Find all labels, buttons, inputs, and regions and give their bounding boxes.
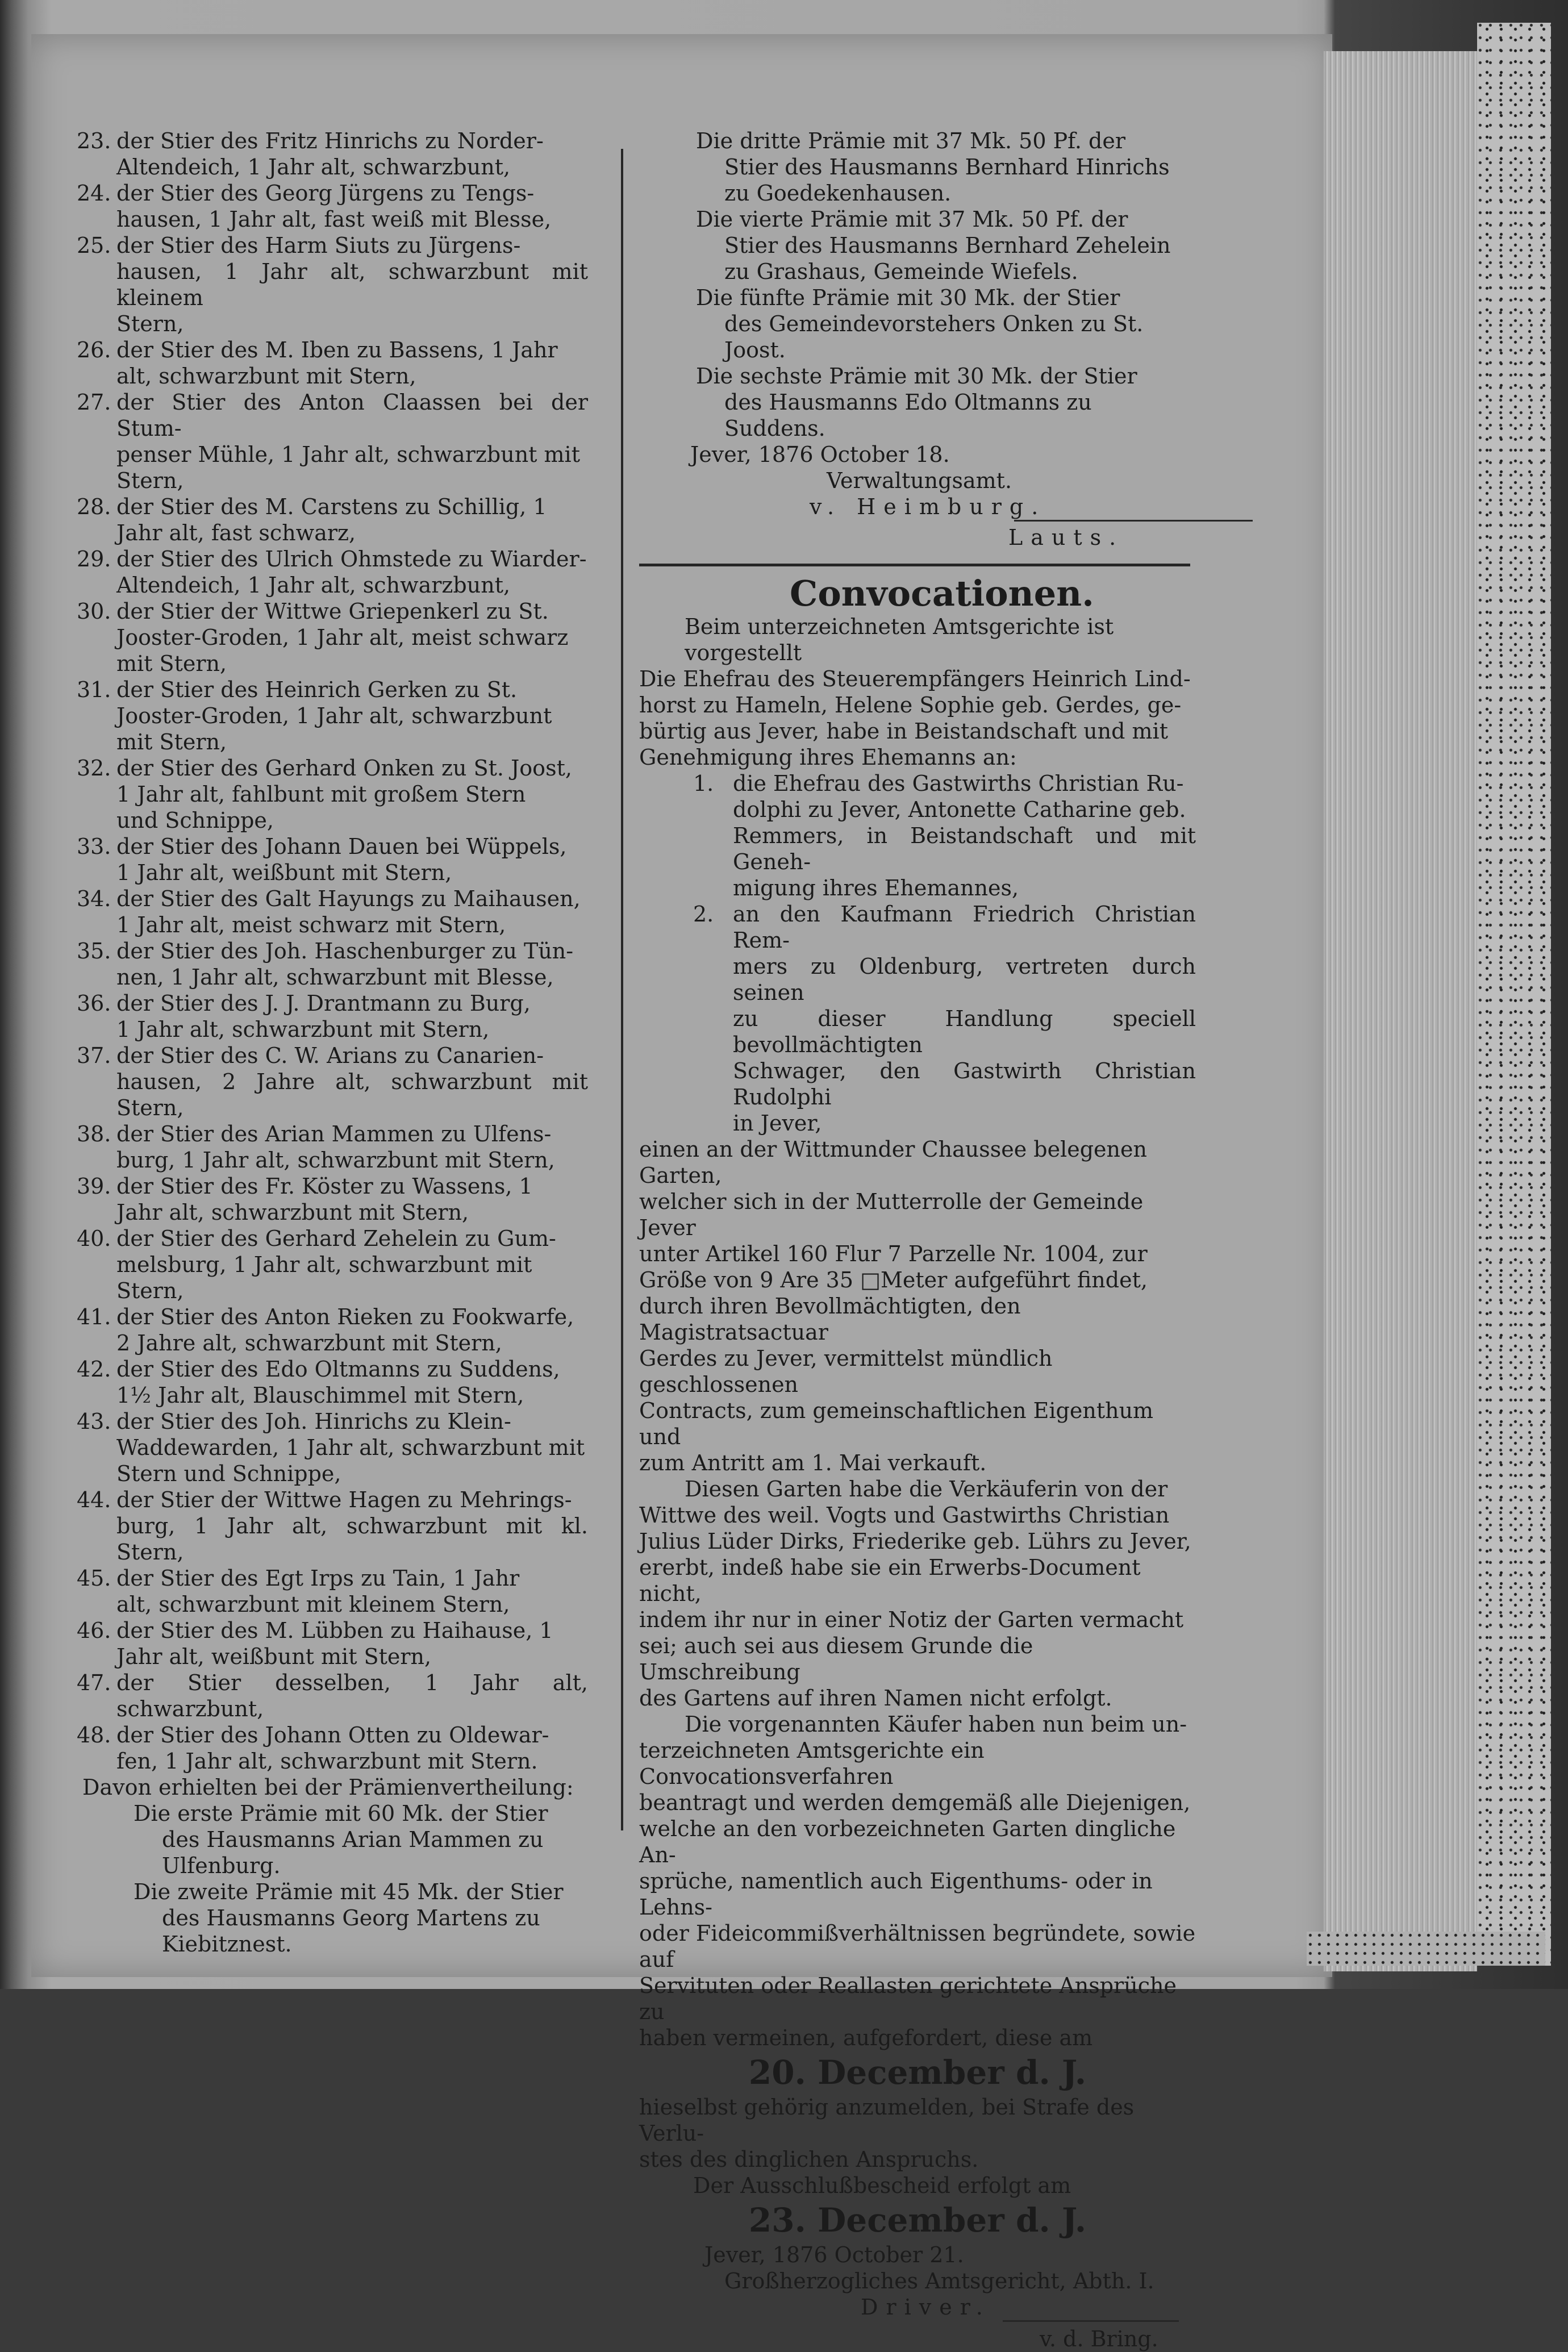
text-line: burg, 1 Jahr alt, schwarzbunt mit kl. Stern,: [116, 1513, 588, 1565]
item-number: 30.: [77, 599, 111, 624]
list-item: [77, 232, 588, 337]
list-item: [77, 546, 588, 598]
text-line: Jahr alt, weißbunt mit Stern,: [116, 1644, 432, 1669]
section-heading: Convocationen.: [790, 573, 1094, 614]
item-number: 29.: [77, 547, 111, 572]
text-line: der Stier des J. J. Drantmann zu Burg,: [116, 991, 531, 1016]
item-text: [116, 1121, 588, 1173]
item-text: [116, 494, 588, 546]
list-item: [77, 1487, 588, 1565]
list-item: [77, 1356, 588, 1408]
list-item: [77, 1670, 588, 1722]
list-item: [77, 990, 588, 1042]
date-line-1: Jever, 1876 October 18.: [690, 442, 950, 467]
list-item: [77, 1722, 588, 1774]
item-number: 37.: [77, 1043, 111, 1068]
convocation-intro: [639, 614, 1196, 770]
text-line: der Stier des Johann Otten zu Oldewar-: [116, 1723, 549, 1748]
item-text: [116, 938, 588, 990]
text-line: der Stier des M. Carstens zu Schillig, 1: [116, 494, 547, 519]
text-line: terzeichneten Amtsgerichte ein Convocationsverfahren: [639, 1738, 985, 1789]
text-line: unter Artikel 160 Flur 7 Parzelle Nr. 1004, zur: [639, 1241, 1148, 1266]
item-text: [116, 833, 588, 886]
item-text: [116, 1617, 588, 1670]
list-item: [77, 389, 588, 494]
signature-2b: v. d. Bring.: [1040, 2326, 1158, 2351]
text-line: melsburg, 1 Jahr alt, schwarzbunt mit: [116, 1252, 532, 1277]
item-number: 2.: [693, 902, 714, 927]
davon-line: Davon erhielten bei der Prämienvertheilung:: [82, 1775, 574, 1800]
signature-2: Driver.: [861, 2295, 991, 2320]
text-line: Schwager, den Gastwirth Christian Rudolphi: [733, 1058, 1196, 1110]
convocation-paragraph-2: [639, 1476, 1196, 1711]
text-line: Julius Lüder Dirks, Friederike geb. Lührs zu Jever,: [639, 1529, 1191, 1554]
section-divider: [639, 564, 1190, 566]
text-line: Waddewarden, 1 Jahr alt, schwarzbunt mit: [116, 1435, 585, 1460]
text-line: zum Antritt am 1. Mai verkauft.: [639, 1450, 987, 1475]
text-line: der Stier der Wittwe Hagen zu Mehrings-: [116, 1487, 572, 1512]
text-line: an den Kaufmann Friedrich Christian Rem-: [733, 902, 1196, 953]
item-number: 24.: [77, 181, 111, 206]
text-line: die Ehefrau des Gastwirths Christian Ru-: [733, 771, 1184, 796]
text-line: der Stier des Gerhard Zehelein zu Gum-: [116, 1226, 556, 1251]
text-line: bürtig aus Jever, habe in Beistandschaft und mit: [639, 719, 1168, 744]
text-line: der Stier des Joh. Hinrichs zu Klein-: [116, 1409, 511, 1434]
signature-1b: Lauts.: [1008, 525, 1124, 550]
text-line: der Stier der Wittwe Griepenkerl zu St.: [116, 599, 549, 624]
text-line: Ulfenburg.: [162, 1853, 281, 1878]
signature-1: v. Heimburg.: [810, 494, 1046, 519]
list-item: [77, 494, 588, 546]
text-line: der Stier des C. W. Arians zu Canarien-: [116, 1043, 544, 1068]
prize-award: [77, 1800, 588, 1879]
text-line: Servituten oder Reallasten gerichtete Ansprüche zu: [639, 1973, 1177, 2024]
text-line: mers zu Oldenburg, vertreten durch seinen: [733, 954, 1196, 1005]
list-item: [77, 598, 588, 677]
office-1: Verwaltungsamt.: [827, 468, 1012, 493]
text-line: der Stier desselben, 1 Jahr alt, schwarzbunt,: [116, 1670, 588, 1721]
item-number: 43.: [77, 1409, 111, 1434]
prize-award: [639, 128, 1196, 206]
text-line: der Stier des Galt Hayungs zu Maihausen,: [116, 886, 581, 911]
text-line: Die fünfte Prämie mit 30 Mk. der Stier: [696, 285, 1120, 310]
text-line: dolphi zu Jever, Antonette Catharine geb.: [733, 797, 1186, 822]
convocation-parties: [639, 770, 1196, 1136]
text-line: Diesen Garten habe die Verkäuferin von der: [685, 1477, 1168, 1502]
text-line: durch ihren Bevollmächtigten, den Magistratsactuar: [639, 1294, 1021, 1345]
text-line: des Gartens auf ihren Namen nicht erfolgt.: [639, 1686, 1112, 1711]
text-line: 1 Jahr alt, schwarzbunt mit Stern,: [116, 1017, 490, 1042]
list-item: [77, 1565, 588, 1617]
item-text: [116, 1173, 588, 1225]
item-text: [116, 389, 588, 494]
text-line: der Stier des Edo Oltmanns zu Suddens,: [116, 1357, 560, 1382]
text-line: und Schnippe,: [116, 808, 274, 833]
list-item: [77, 128, 588, 180]
deadline-date-2: 23. December d. J.: [748, 2201, 1087, 2240]
text-line: Jahr alt, schwarzbunt mit Stern,: [116, 1200, 469, 1225]
item-text: [116, 1670, 588, 1722]
text-line: der Stier des Egt Irps zu Tain, 1 Jahr: [116, 1566, 520, 1591]
text-line: Die sechste Prämie mit 30 Mk. der Stier: [696, 364, 1137, 389]
list-item: [77, 755, 588, 833]
item-number: 32.: [77, 756, 111, 781]
text-line: haben vermeinen, aufgefordert, diese am: [639, 2025, 1093, 2050]
deadline-date-1: 20. December d. J.: [748, 2053, 1087, 2092]
text-line: Altendeich, 1 Jahr alt, schwarzbunt,: [116, 155, 511, 180]
text-line: des Hausmanns Arian Mammen zu: [162, 1827, 544, 1852]
left-column: [77, 128, 588, 1957]
text-line: der Stier des Johann Dauen bei Wüppels,: [116, 834, 567, 859]
item-text: [116, 1356, 588, 1408]
text-line: des Gemeindevorstehers Onken zu St.: [724, 311, 1144, 336]
page-edges: [1324, 51, 1477, 1971]
text-line: Kiebitznest.: [162, 1932, 292, 1957]
item-number: 40.: [77, 1226, 111, 1251]
item-text: [116, 677, 588, 755]
list-item: [77, 1173, 588, 1225]
text-line: Stier des Hausmanns Bernhard Hinrichs: [724, 155, 1170, 180]
text-line: der Stier des Heinrich Gerken zu St.: [116, 677, 518, 702]
text-line: der Stier des Anton Rieken zu Fookwarfe,: [116, 1304, 574, 1329]
text-line: Jooster-Groden, 1 Jahr alt, meist schwarz: [116, 625, 569, 650]
signature-rule-2: [1003, 2320, 1179, 2322]
text-line: Die zweite Prämie mit 45 Mk. der Stier: [134, 1879, 564, 1904]
text-line: Größe von 9 Are 35 □Meter aufgeführt findet,: [639, 1267, 1148, 1292]
item-text: [116, 886, 588, 938]
item-number: 33.: [77, 834, 111, 859]
list-item: [639, 770, 1196, 901]
item-number: 48.: [77, 1723, 111, 1748]
text-line: fen, 1 Jahr alt, schwarzbunt mit Stern.: [116, 1749, 538, 1774]
prize-awards-left: [77, 1800, 588, 1957]
item-text: [116, 1304, 588, 1356]
text-line: indem ihr nur in einer Notiz der Garten vermacht: [639, 1607, 1184, 1632]
text-line: horst zu Hameln, Helene Sophie geb. Gerdes, ge-: [639, 693, 1182, 718]
text-line: nen, 1 Jahr alt, schwarzbunt mit Blesse,: [116, 965, 554, 990]
text-line: einen an der Wittmunder Chaussee belegenen Garten,: [639, 1137, 1147, 1188]
text-line: Altendeich, 1 Jahr alt, schwarzbunt,: [116, 573, 511, 598]
text-line: hieselbst gehörig anzumelden, bei Strafe des Verlu-: [639, 2095, 1135, 2146]
text-line: Gerdes zu Jever, vermittelst mündlich geschlossenen: [639, 1346, 1053, 1397]
item-number: 31.: [77, 677, 111, 702]
item-text: [116, 232, 588, 337]
item-text: [116, 128, 588, 180]
item-text: [116, 598, 588, 677]
item-number: 39.: [77, 1174, 111, 1199]
list-item: [77, 677, 588, 755]
item-text: [116, 180, 588, 232]
text-line: Genehmigung ihres Ehemanns an:: [639, 745, 1017, 770]
item-number: 41.: [77, 1304, 111, 1329]
right-column: [639, 128, 1196, 551]
text-line: alt, schwarzbunt mit Stern,: [116, 364, 416, 389]
date-line-2: Jever, 1876 October 21.: [704, 2242, 964, 2267]
item-number: 47.: [77, 1670, 111, 1695]
text-line: Stern und Schnippe,: [116, 1461, 341, 1486]
item-text: [733, 770, 1196, 901]
prize-award: [639, 206, 1196, 285]
text-line: 1 Jahr alt, weißbunt mit Stern,: [116, 860, 452, 885]
text-line: der Stier des Harm Siuts zu Jürgens-: [116, 233, 521, 258]
prize-award: [639, 285, 1196, 363]
text-line: der Stier des Georg Jürgens zu Tengs-: [116, 181, 535, 206]
convocation-paragraph-3: [639, 1711, 1196, 2051]
item-text: [116, 1408, 588, 1487]
text-line: Stern,: [116, 311, 184, 336]
item-text: [116, 990, 588, 1042]
text-line: des Hausmanns Edo Oltmanns zu: [724, 390, 1092, 415]
list-item: [639, 901, 1196, 1136]
text-line: welcher sich in der Mutterrolle der Gemeinde Jever: [639, 1189, 1144, 1240]
text-line: der Stier des Arian Mammen zu Ulfens-: [116, 1121, 552, 1146]
item-number: 42.: [77, 1357, 111, 1382]
text-line: oder Fideicommißverhältnissen begründete, sowie auf: [639, 1921, 1196, 1972]
convocation-paragraph-5: Der Ausschlußbescheid erfolgt am: [693, 2173, 1071, 2198]
text-line: der Stier des Gerhard Onken zu St. Joost,: [116, 756, 572, 781]
text-line: Stier des Hausmanns Bernhard Zehelein: [724, 233, 1171, 258]
text-line: 1½ Jahr alt, Blauschimmel mit Stern,: [116, 1383, 524, 1408]
column-divider: [621, 149, 623, 1830]
text-line: Joost.: [724, 337, 786, 362]
text-line: penser Mühle, 1 Jahr alt, schwarzbunt mit: [116, 442, 580, 467]
text-line: Beim unterzeichneten Amtsgerichte ist vorgestellt: [685, 614, 1114, 665]
text-line: der Stier des M. Lübben zu Haihause, 1: [116, 1618, 553, 1643]
item-number: 38.: [77, 1121, 111, 1146]
text-line: der Stier des Fritz Hinrichs zu Norder-: [116, 128, 544, 153]
text-line: Jahr alt, fast schwarz,: [116, 520, 356, 545]
convocation-section: [639, 614, 1196, 2352]
item-text: [116, 1487, 588, 1565]
text-line: alt, schwarzbunt mit kleinem Stern,: [116, 1592, 510, 1617]
text-line: zu Grashaus, Gemeinde Wiefels.: [724, 259, 1078, 284]
item-number: 25.: [77, 233, 111, 258]
text-line: Stern,: [116, 468, 184, 493]
text-line: der Stier des Ulrich Ohmstede zu Wiarder-: [116, 547, 587, 572]
item-number: 27.: [77, 390, 111, 415]
list-item: [77, 1408, 588, 1487]
text-line: sei; auch sei aus diesem Grunde die Umschreibung: [639, 1633, 1033, 1684]
text-line: Suddens.: [724, 416, 825, 441]
list-item: [77, 1121, 588, 1173]
text-line: 1 Jahr alt, fahlbunt mit großem Stern: [116, 782, 526, 807]
text-line: burg, 1 Jahr alt, schwarzbunt mit Stern,: [116, 1148, 555, 1173]
text-line: der Stier des M. Iben zu Bassens, 1 Jahr: [116, 337, 558, 362]
prize-award: [77, 1879, 588, 1957]
text-line: Remmers, in Beistandschaft und mit Geneh-: [733, 823, 1196, 874]
text-line: der Stier des Joh. Haschenburger zu Tün-: [116, 939, 574, 964]
item-number: 23.: [77, 128, 111, 153]
item-number: 36.: [77, 991, 111, 1016]
book-cover-bottom: [1307, 1932, 1545, 1966]
text-line: sprüche, namentlich auch Eigenthums- oder in Lehns-: [639, 1869, 1153, 1920]
text-line: Die dritte Prämie mit 37 Mk. 50 Pf. der: [696, 128, 1125, 153]
text-line: hausen, 2 Jahre alt, schwarzbunt mit Stern,: [116, 1069, 588, 1120]
list-item: [77, 1617, 588, 1670]
text-line: Die Ehefrau des Steuerempfängers Heinrich Lind-: [639, 666, 1191, 691]
text-line: in Jever,: [733, 1111, 822, 1136]
item-number: 28.: [77, 494, 111, 519]
prize-awards-right: [639, 128, 1196, 441]
item-number: 26.: [77, 337, 111, 362]
text-line: welche an den vorbezeichneten Garten dingliche An-: [639, 1816, 1176, 1867]
text-line: mit Stern,: [116, 729, 227, 754]
list-item: [77, 886, 588, 938]
text-line: der Stier des Anton Claassen bei der Stum-: [116, 390, 588, 441]
text-line: der Stier des Fr. Köster zu Wassens, 1: [116, 1174, 533, 1199]
book-cover-edge: [1477, 23, 1551, 1966]
item-text: [116, 546, 588, 598]
item-text: [116, 337, 588, 389]
item-number: 35.: [77, 939, 111, 964]
item-text: [116, 1565, 588, 1617]
prize-list: [77, 128, 588, 1774]
text-line: ererbt, indeß habe sie ein Erwerbs-Document nicht,: [639, 1555, 1141, 1606]
list-item: [77, 180, 588, 232]
item-number: 34.: [77, 886, 111, 911]
signature-rule-1: [1014, 520, 1253, 522]
list-item: [77, 1042, 588, 1121]
item-text: [116, 755, 588, 833]
list-item: [77, 337, 588, 389]
item-text: [116, 1722, 588, 1774]
item-number: 44.: [77, 1487, 111, 1512]
text-line: zu Goedekenhausen.: [724, 181, 952, 206]
item-number: 46.: [77, 1618, 111, 1643]
item-number: 1.: [693, 771, 714, 796]
item-text: [116, 1225, 588, 1304]
text-line: Die vierte Prämie mit 37 Mk. 50 Pf. der: [696, 207, 1128, 232]
office-2: Großherzogliches Amtsgericht, Abth. I.: [724, 2268, 1154, 2293]
convocation-paragraph-4: [639, 2094, 1196, 2172]
text-line: Stern,: [116, 1278, 184, 1303]
list-item: [77, 1225, 588, 1304]
text-line: 2 Jahre alt, schwarzbunt mit Stern,: [116, 1331, 502, 1356]
item-number: 45.: [77, 1566, 111, 1591]
convocation-paragraph-1: [639, 1136, 1196, 1476]
text-line: hausen, 1 Jahr alt, fast weiß mit Blesse,: [116, 207, 552, 232]
text-line: hausen, 1 Jahr alt, schwarzbunt mit kleinem: [116, 259, 588, 310]
list-item: [77, 938, 588, 990]
list-item: [77, 833, 588, 886]
prize-award: [639, 363, 1196, 441]
text-line: migung ihres Ehemannes,: [733, 875, 1019, 900]
text-line: 1 Jahr alt, meist schwarz mit Stern,: [116, 912, 506, 937]
text-line: Wittwe des weil. Vogts und Gastwirths Christian: [639, 1503, 1170, 1528]
text-line: mit Stern,: [116, 651, 227, 676]
list-item: [77, 1304, 588, 1356]
text-line: des Hausmanns Georg Martens zu: [162, 1905, 540, 1930]
text-line: beantragt und werden demgemäß alle Diejenigen,: [639, 1790, 1191, 1815]
text-line: stes des dinglichen Anspruchs.: [639, 2147, 979, 2172]
item-text: [733, 901, 1196, 1136]
text-line: Jooster-Groden, 1 Jahr alt, schwarzbunt: [116, 703, 552, 728]
text-line: Die vorgenannten Käufer haben nun beim un-: [685, 1712, 1187, 1737]
text-line: Contracts, zum gemeinschaftlichen Eigenthum und: [639, 1398, 1154, 1449]
text-line: zu dieser Handlung speciell bevollmächtigten: [733, 1006, 1196, 1057]
text-line: Die erste Prämie mit 60 Mk. der Stier: [134, 1801, 548, 1826]
item-text: [116, 1042, 588, 1121]
